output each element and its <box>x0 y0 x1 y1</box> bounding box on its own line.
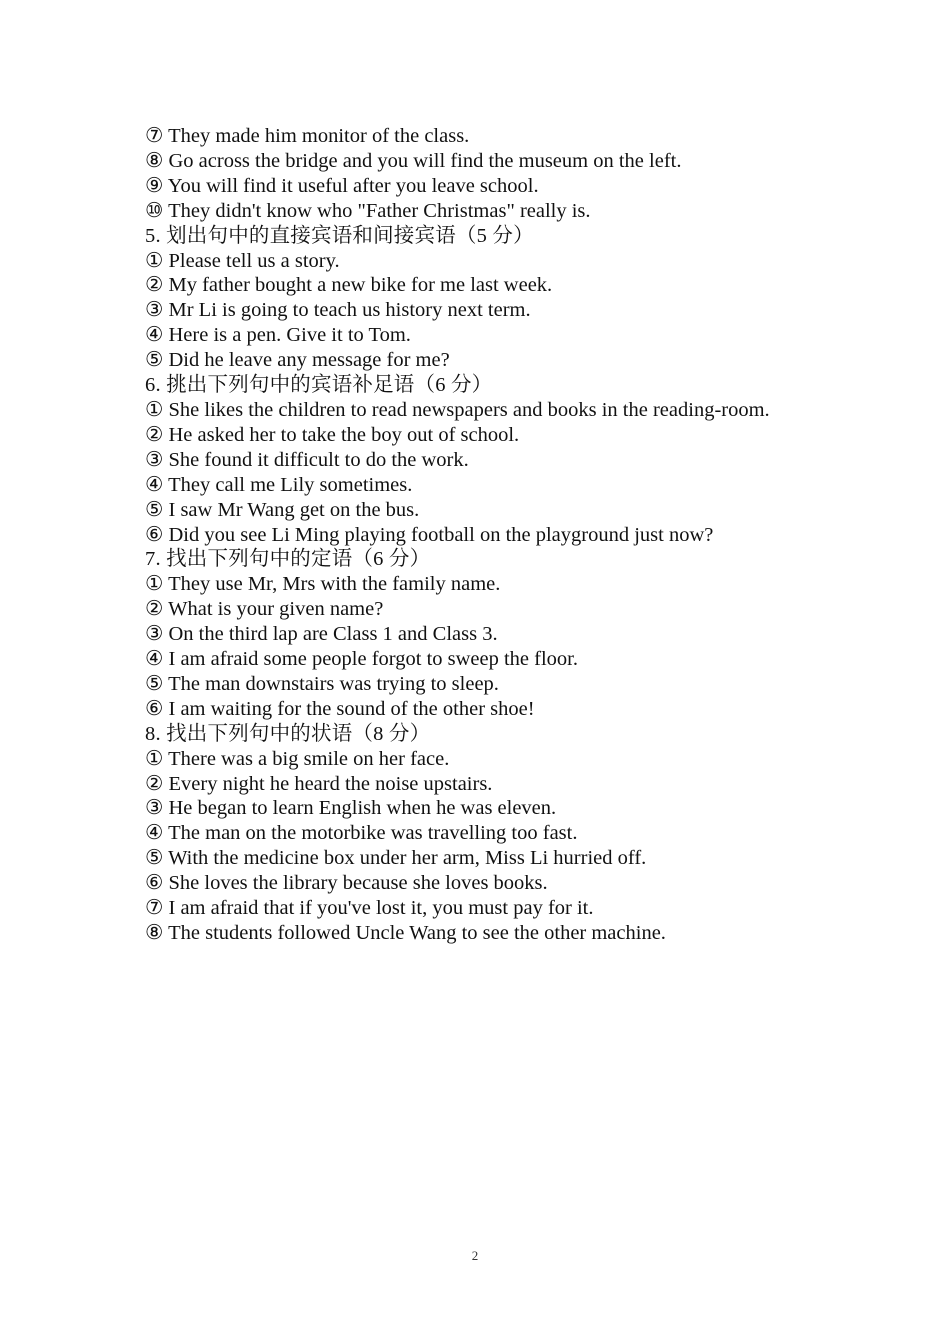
section-heading: 6. 挑出下列句中的宾语补足语（6 分） <box>145 374 493 397</box>
question-item: ⑥ I am waiting for the sound of the other shoe! <box>145 697 535 720</box>
question-item: ⑦ They made him monitor of the class. <box>145 125 470 147</box>
page-number: 2 <box>471 1248 479 1263</box>
section-heading: 8. 找出下列句中的状语（8 分） <box>145 722 431 745</box>
question-item: ⑦ I am afraid that if you've lost it, you must pay for it. <box>145 897 594 920</box>
question-item: ① There was a big smile on her face. <box>145 747 450 770</box>
question-item: ⑤ I saw Mr Wang get on the bus. <box>145 498 420 521</box>
question-item: ③ He began to learn English when he was eleven. <box>145 797 557 820</box>
question-item: ⑧ The students followed Uncle Wang to see the other machine. <box>145 922 666 944</box>
question-item: ④ They call me Lily sometimes. <box>145 473 413 496</box>
question-item: ② He asked her to take the boy out of school. <box>145 423 520 446</box>
document-body <box>145 124 805 946</box>
question-item: ⑥ She loves the library because she loves books. <box>145 872 548 895</box>
question-item: ⑥ Did you see Li Ming playing football on the playground just now? <box>145 523 714 546</box>
section-heading: 5. 划出句中的直接宾语和间接宾语（5 分） <box>145 224 534 247</box>
question-item: ⑤ With the medicine box under her arm, Miss Li hurried off. <box>145 847 647 870</box>
question-item: ② Every night he heard the noise upstairs. <box>145 772 493 795</box>
question-item: ① Please tell us a story. <box>145 249 340 272</box>
question-item: ④ Here is a pen. Give it to Tom. <box>145 324 411 347</box>
section-heading: 7. 找出下列句中的定语（6 分） <box>145 548 431 571</box>
question-item: ④ The man on the motorbike was travelling too fast. <box>145 822 578 845</box>
question-item: ③ Mr Li is going to teach us history next term. <box>145 299 531 322</box>
question-item: ⑩ They didn't know who "Father Christmas" really is. <box>145 199 591 222</box>
question-item: ⑧ Go across the bridge and you will find the museum on the left. <box>145 149 682 172</box>
question-item: ② What is your given name? <box>145 598 384 621</box>
question-item: ⑨ You will find it useful after you leave school. <box>145 174 539 197</box>
question-item: ⑤ The man downstairs was trying to sleep. <box>145 672 499 695</box>
question-item: ① She likes the children to read newspapers and books in the reading-room. <box>145 398 770 421</box>
question-item: ⑤ Did he leave any message for me? <box>145 349 450 372</box>
question-item: ④ I am afraid some people forgot to sweep the floor. <box>145 648 579 671</box>
question-item: ③ She found it difficult to do the work. <box>145 448 469 471</box>
question-item: ③ On the third lap are Class 1 and Class 3. <box>145 623 498 646</box>
question-item: ① They use Mr, Mrs with the family name. <box>145 573 501 596</box>
question-item: ② My father bought a new bike for me last week. <box>145 274 553 297</box>
